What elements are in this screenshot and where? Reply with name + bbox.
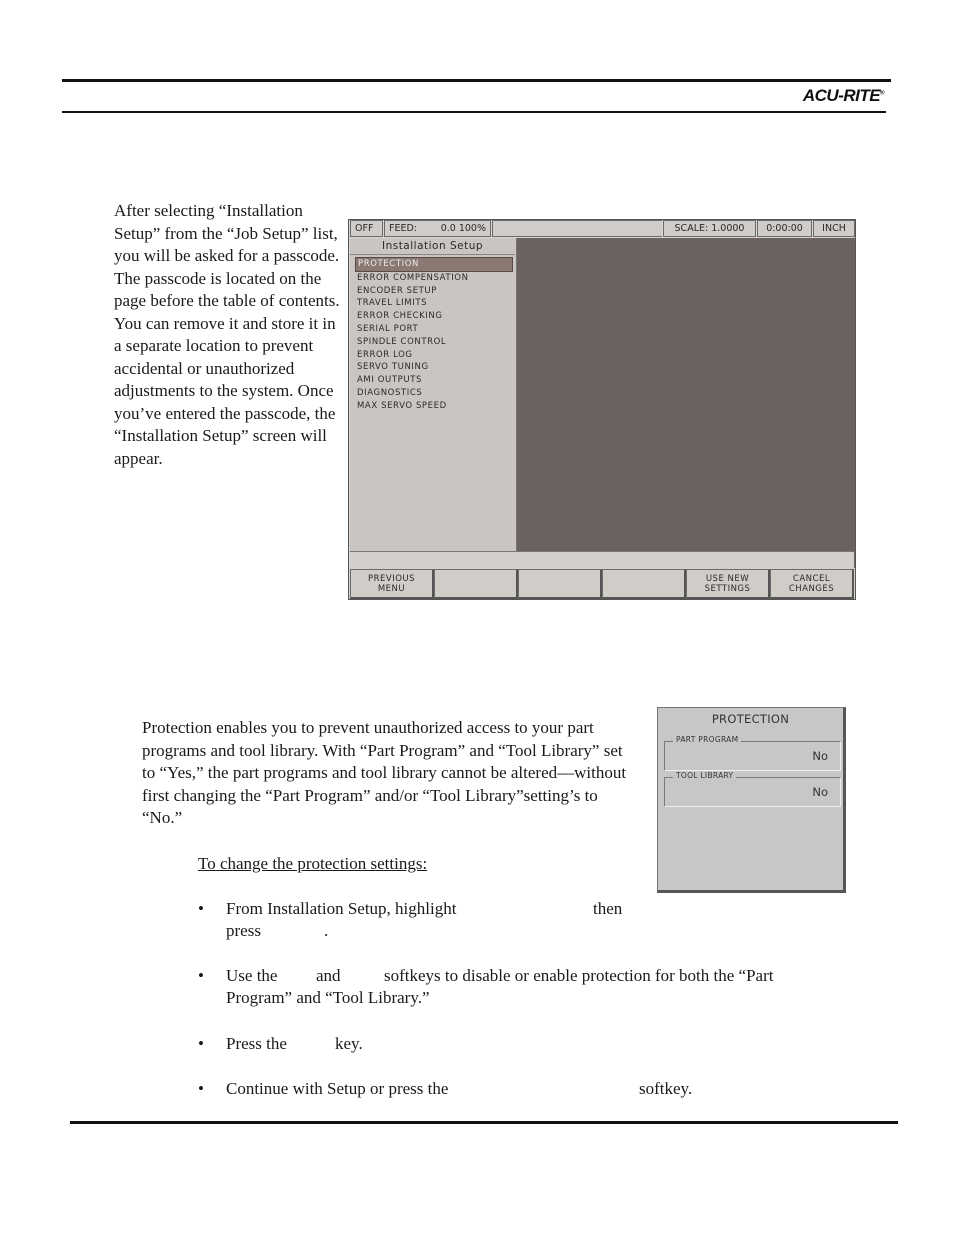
softkey-3[interactable] xyxy=(518,569,602,599)
softkey-4[interactable] xyxy=(602,569,686,599)
setup-menu-panel xyxy=(350,238,517,568)
part-program-field[interactable] xyxy=(664,735,841,771)
installation-setup-screen xyxy=(348,219,856,600)
menu-item-error-compensation[interactable]: ERROR COMPENSATION xyxy=(357,272,469,283)
step-2-use: Use the xyxy=(226,966,278,985)
protection-panel xyxy=(657,707,846,893)
bullet: • xyxy=(198,966,204,985)
step-1-then: then xyxy=(593,899,623,918)
bullet: • xyxy=(198,1034,204,1053)
softkey-previous-menu[interactable]: PREVIOUS MENU xyxy=(350,569,434,599)
setup-menu xyxy=(355,257,513,413)
status-time: 0:00:00 xyxy=(757,220,812,237)
step-1-press: press xyxy=(226,921,261,940)
menu-item-error-checking[interactable]: ERROR CHECKING xyxy=(357,311,443,322)
menu-item-ami-outputs[interactable]: AMI OUTPUTS xyxy=(357,375,422,386)
step-3-press: Press the xyxy=(226,1034,287,1053)
header-rule xyxy=(62,79,891,82)
menu-item-protection[interactable]: PROTECTION xyxy=(355,257,513,272)
bullet: • xyxy=(198,1079,204,1098)
menu-item-max-servo-speed[interactable]: MAX SERVO SPEED xyxy=(357,400,447,411)
status-scale: SCALE: 1.0000 xyxy=(663,220,756,237)
status-units: INCH xyxy=(813,220,855,237)
step-3-key: key. xyxy=(335,1034,363,1053)
bullet: • xyxy=(198,899,204,918)
footer-rule xyxy=(70,1121,898,1124)
step-4-text: Continue with Setup or press the xyxy=(226,1079,449,1098)
step-2-and: and xyxy=(316,966,341,985)
work-area xyxy=(517,238,855,568)
step-1-period: . xyxy=(324,921,329,940)
status-spacer xyxy=(492,220,662,237)
steps-heading: To change the protection settings: xyxy=(198,854,428,873)
tool-library-field[interactable] xyxy=(664,771,841,807)
intro-paragraph: After selecting “Installation Setup” from the “Job Setup” list, you will be asked for a passcode. The passcode is located on the page before the table of contents. You can remove it and store it in a separate location to prevent accidental or unauthorized adjustments to the system. Once you’ve entered the passcode, the “Installation Setup” screen will appear. xyxy=(114,201,340,468)
protection-description: Protection enables you to prevent unauthorized access to your part programs and tool library. With “Part Program” and “Tool Library” set to “Yes,” the part programs and tool library cannot be altered—without first changing the “Part Program” and/or “Tool Library”setting’s to “No.” xyxy=(142,718,627,827)
softkey-2[interactable] xyxy=(434,569,518,599)
tool-library-label: TOOL LIBRARY xyxy=(673,771,736,781)
acu-rite-logo: ACU-RITE® xyxy=(802,86,884,105)
softkey-cancel-changes[interactable]: CANCEL CHANGES xyxy=(770,569,854,599)
softkey-use-new-settings[interactable]: USE NEW SETTINGS xyxy=(686,569,770,599)
menu-item-serial-port[interactable]: SERIAL PORT xyxy=(357,323,419,334)
step-2-text: softkeys to disable or enable protection for both the “Part xyxy=(384,966,774,985)
message-bar xyxy=(350,551,854,570)
step-1-text: From Installation Setup, highlight xyxy=(226,899,457,918)
tool-library-value: No xyxy=(812,785,828,799)
menu-item-travel-limits[interactable]: TRAVEL LIMITS xyxy=(357,298,428,309)
protection-title: PROTECTION xyxy=(711,712,790,726)
status-mode: OFF xyxy=(350,220,383,237)
status-feed: FEED: 0.0 100% xyxy=(384,220,491,237)
panel-title: Installation Setup xyxy=(350,239,515,255)
part-program-value: No xyxy=(812,749,828,763)
menu-item-servo-tuning[interactable]: SERVO TUNING xyxy=(357,362,429,373)
part-program-label: PART PROGRAM xyxy=(673,735,741,745)
menu-item-spindle-control[interactable]: SPINDLE CONTROL xyxy=(357,336,447,347)
step-2-text-cont: Program” and “Tool Library.” xyxy=(226,988,430,1007)
menu-item-error-log[interactable]: ERROR LOG xyxy=(357,349,413,360)
header-underline xyxy=(62,111,886,113)
menu-item-diagnostics[interactable]: DIAGNOSTICS xyxy=(357,387,423,398)
menu-item-encoder-setup[interactable]: ENCODER SETUP xyxy=(357,285,437,296)
step-4-softkey: softkey. xyxy=(639,1079,693,1098)
